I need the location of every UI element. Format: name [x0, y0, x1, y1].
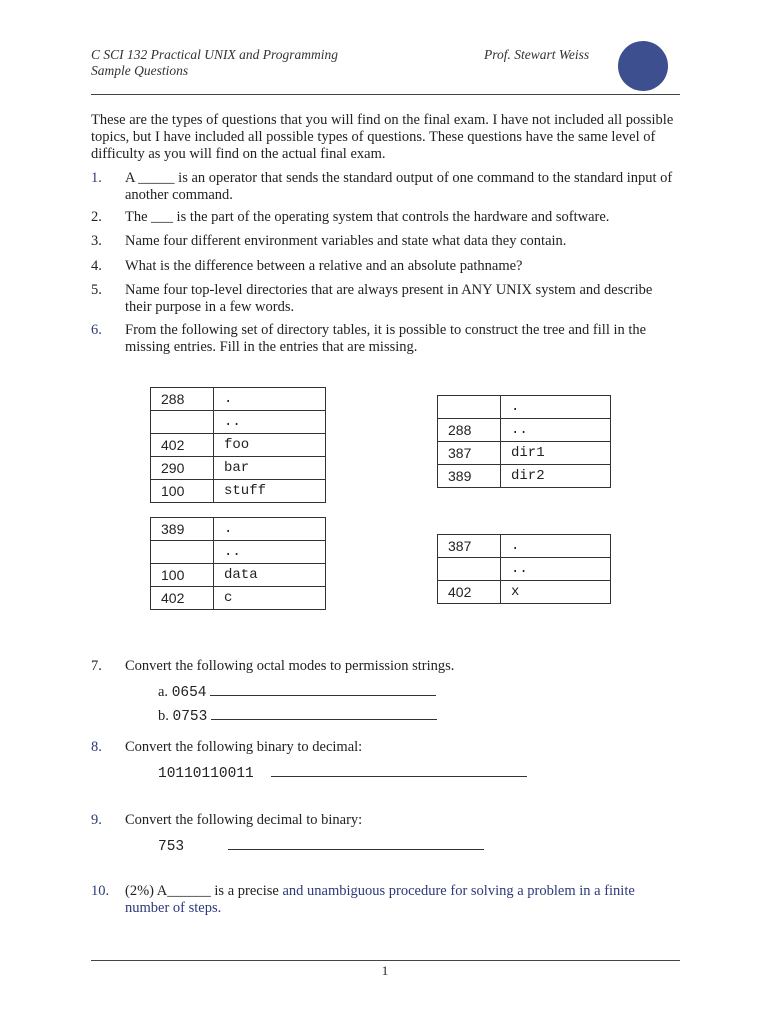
question-3 [91, 233, 681, 250]
question-number: 3. [91, 233, 102, 249]
question-number: 9. [91, 812, 102, 828]
table-row [438, 535, 611, 558]
question-number: 7. [91, 658, 102, 674]
question-number: 1. [91, 170, 102, 186]
question-text [125, 883, 681, 917]
inode-cell[interactable] [438, 396, 501, 419]
inode-cell: 402 [438, 581, 501, 604]
q7-part-a [158, 683, 436, 702]
inode-cell: 288 [438, 419, 501, 442]
inode-cell[interactable] [438, 558, 501, 581]
table-row [438, 442, 611, 465]
question-text: A _____ is an operator that sends the standard output of one command to the standard input of another command. [125, 170, 673, 203]
filename-cell: .. [501, 558, 611, 581]
question-text-part: (2%) A______ is a precise [125, 883, 283, 899]
doc-subtitle: Sample Questions [91, 63, 189, 78]
question-number: 5. [91, 282, 102, 298]
table-row [438, 581, 611, 604]
question-5 [91, 282, 681, 316]
author: Prof. Stewart Weiss [484, 47, 590, 62]
question-text: From the following set of directory tables, it is possible to construct the tree and fill in the missing entries. Fill in the entries that are missing. [125, 322, 647, 355]
course-title: C SCI 132 Practical UNIX and Programming [91, 47, 338, 62]
question-10 [91, 883, 681, 917]
answer-blank[interactable] [210, 683, 436, 696]
filename-cell: . [214, 518, 326, 541]
directory-table-4 [437, 534, 611, 604]
question-number: 2. [91, 209, 102, 225]
inode-cell: 402 [151, 434, 214, 457]
table-row [151, 518, 326, 541]
binary-value: 10110110011 [158, 766, 254, 782]
inode-cell: 288 [151, 388, 214, 411]
filename-cell: .. [214, 541, 326, 564]
table-row [151, 434, 326, 457]
inode-cell: 100 [151, 564, 214, 587]
filename-cell: dir1 [501, 442, 611, 465]
inode-cell: 100 [151, 480, 214, 503]
filename-cell: . [501, 535, 611, 558]
directory-table-1 [150, 387, 326, 503]
q8-value-row [158, 764, 527, 783]
part-label: b. [158, 708, 169, 724]
filename-cell: . [214, 388, 326, 411]
footer-rule [91, 960, 680, 961]
header-rule [91, 94, 680, 95]
question-2 [91, 209, 681, 226]
question-9 [91, 812, 681, 829]
question-number: 4. [91, 258, 102, 274]
question-text: Name four different environment variables and state what data they contain. [125, 233, 567, 249]
table-row [151, 541, 326, 564]
table-row [438, 558, 611, 581]
answer-blank[interactable] [211, 707, 437, 720]
table-row [151, 480, 326, 503]
part-label: a. [158, 684, 169, 700]
question-number: 10. [91, 883, 110, 899]
decimal-value: 753 [158, 839, 185, 855]
table-row [151, 587, 326, 610]
table-row [151, 388, 326, 411]
question-1 [91, 170, 681, 204]
table-row [438, 396, 611, 419]
question-text: Convert the following decimal to binary: [125, 812, 363, 828]
inode-cell: 389 [151, 518, 214, 541]
inode-cell[interactable] [151, 541, 214, 564]
octal-value: 0654 [171, 685, 207, 701]
filename-cell: dir2 [501, 465, 611, 488]
question-text: Convert the following octal modes to permission strings. [125, 658, 455, 674]
question-text: What is the difference between a relative and an absolute pathname? [125, 258, 523, 274]
directory-table-2 [150, 517, 326, 610]
filename-cell: data [214, 564, 326, 587]
q9-value-row [158, 837, 484, 856]
inode-cell: 290 [151, 457, 214, 480]
table-row [151, 457, 326, 480]
answer-blank[interactable] [271, 764, 527, 777]
table-row [438, 419, 611, 442]
question-text: Name four top-level directories that are always present in ANY UNIX system and describe their purpose in a few words. [125, 282, 653, 315]
filename-cell: x [501, 581, 611, 604]
filename-cell: stuff [214, 480, 326, 503]
inode-cell: 389 [438, 465, 501, 488]
octal-value: 0753 [172, 709, 208, 725]
question-number: 8. [91, 739, 102, 755]
filename-cell: . [501, 396, 611, 419]
filename-cell: c [214, 587, 326, 610]
table-row [438, 465, 611, 488]
question-text: The ___ is the part of the operating system that controls the hardware and software. [125, 209, 610, 225]
table-row [151, 564, 326, 587]
intro-paragraph: These are the types of questions that you will find on the final exam. I have not included all possible topics, but I have included all possible types of questions. These questions have the same level of difficulty as you will find on the actual final exam. [91, 112, 674, 162]
filename-cell: .. [501, 419, 611, 442]
inode-cell: 402 [151, 587, 214, 610]
inode-cell: 387 [438, 535, 501, 558]
logo [618, 41, 668, 91]
page-number: 1 [381, 963, 389, 978]
filename-cell: .. [214, 411, 326, 434]
filename-cell: foo [214, 434, 326, 457]
inode-cell: 387 [438, 442, 501, 465]
answer-blank[interactable] [228, 837, 484, 850]
question-6 [91, 322, 681, 356]
question-4 [91, 258, 681, 275]
inode-cell[interactable] [151, 411, 214, 434]
question-number: 6. [91, 322, 102, 338]
table-row [151, 411, 326, 434]
header-left [91, 47, 338, 79]
directory-table-3 [437, 395, 611, 488]
question-8 [91, 739, 681, 756]
question-text-part: and unambiguous procedure for solving a problem in a finite number of steps. [125, 883, 635, 916]
question-text: Convert the following binary to decimal: [125, 739, 363, 755]
q7-part-b [158, 707, 437, 726]
filename-cell: bar [214, 457, 326, 480]
question-7 [91, 658, 681, 675]
